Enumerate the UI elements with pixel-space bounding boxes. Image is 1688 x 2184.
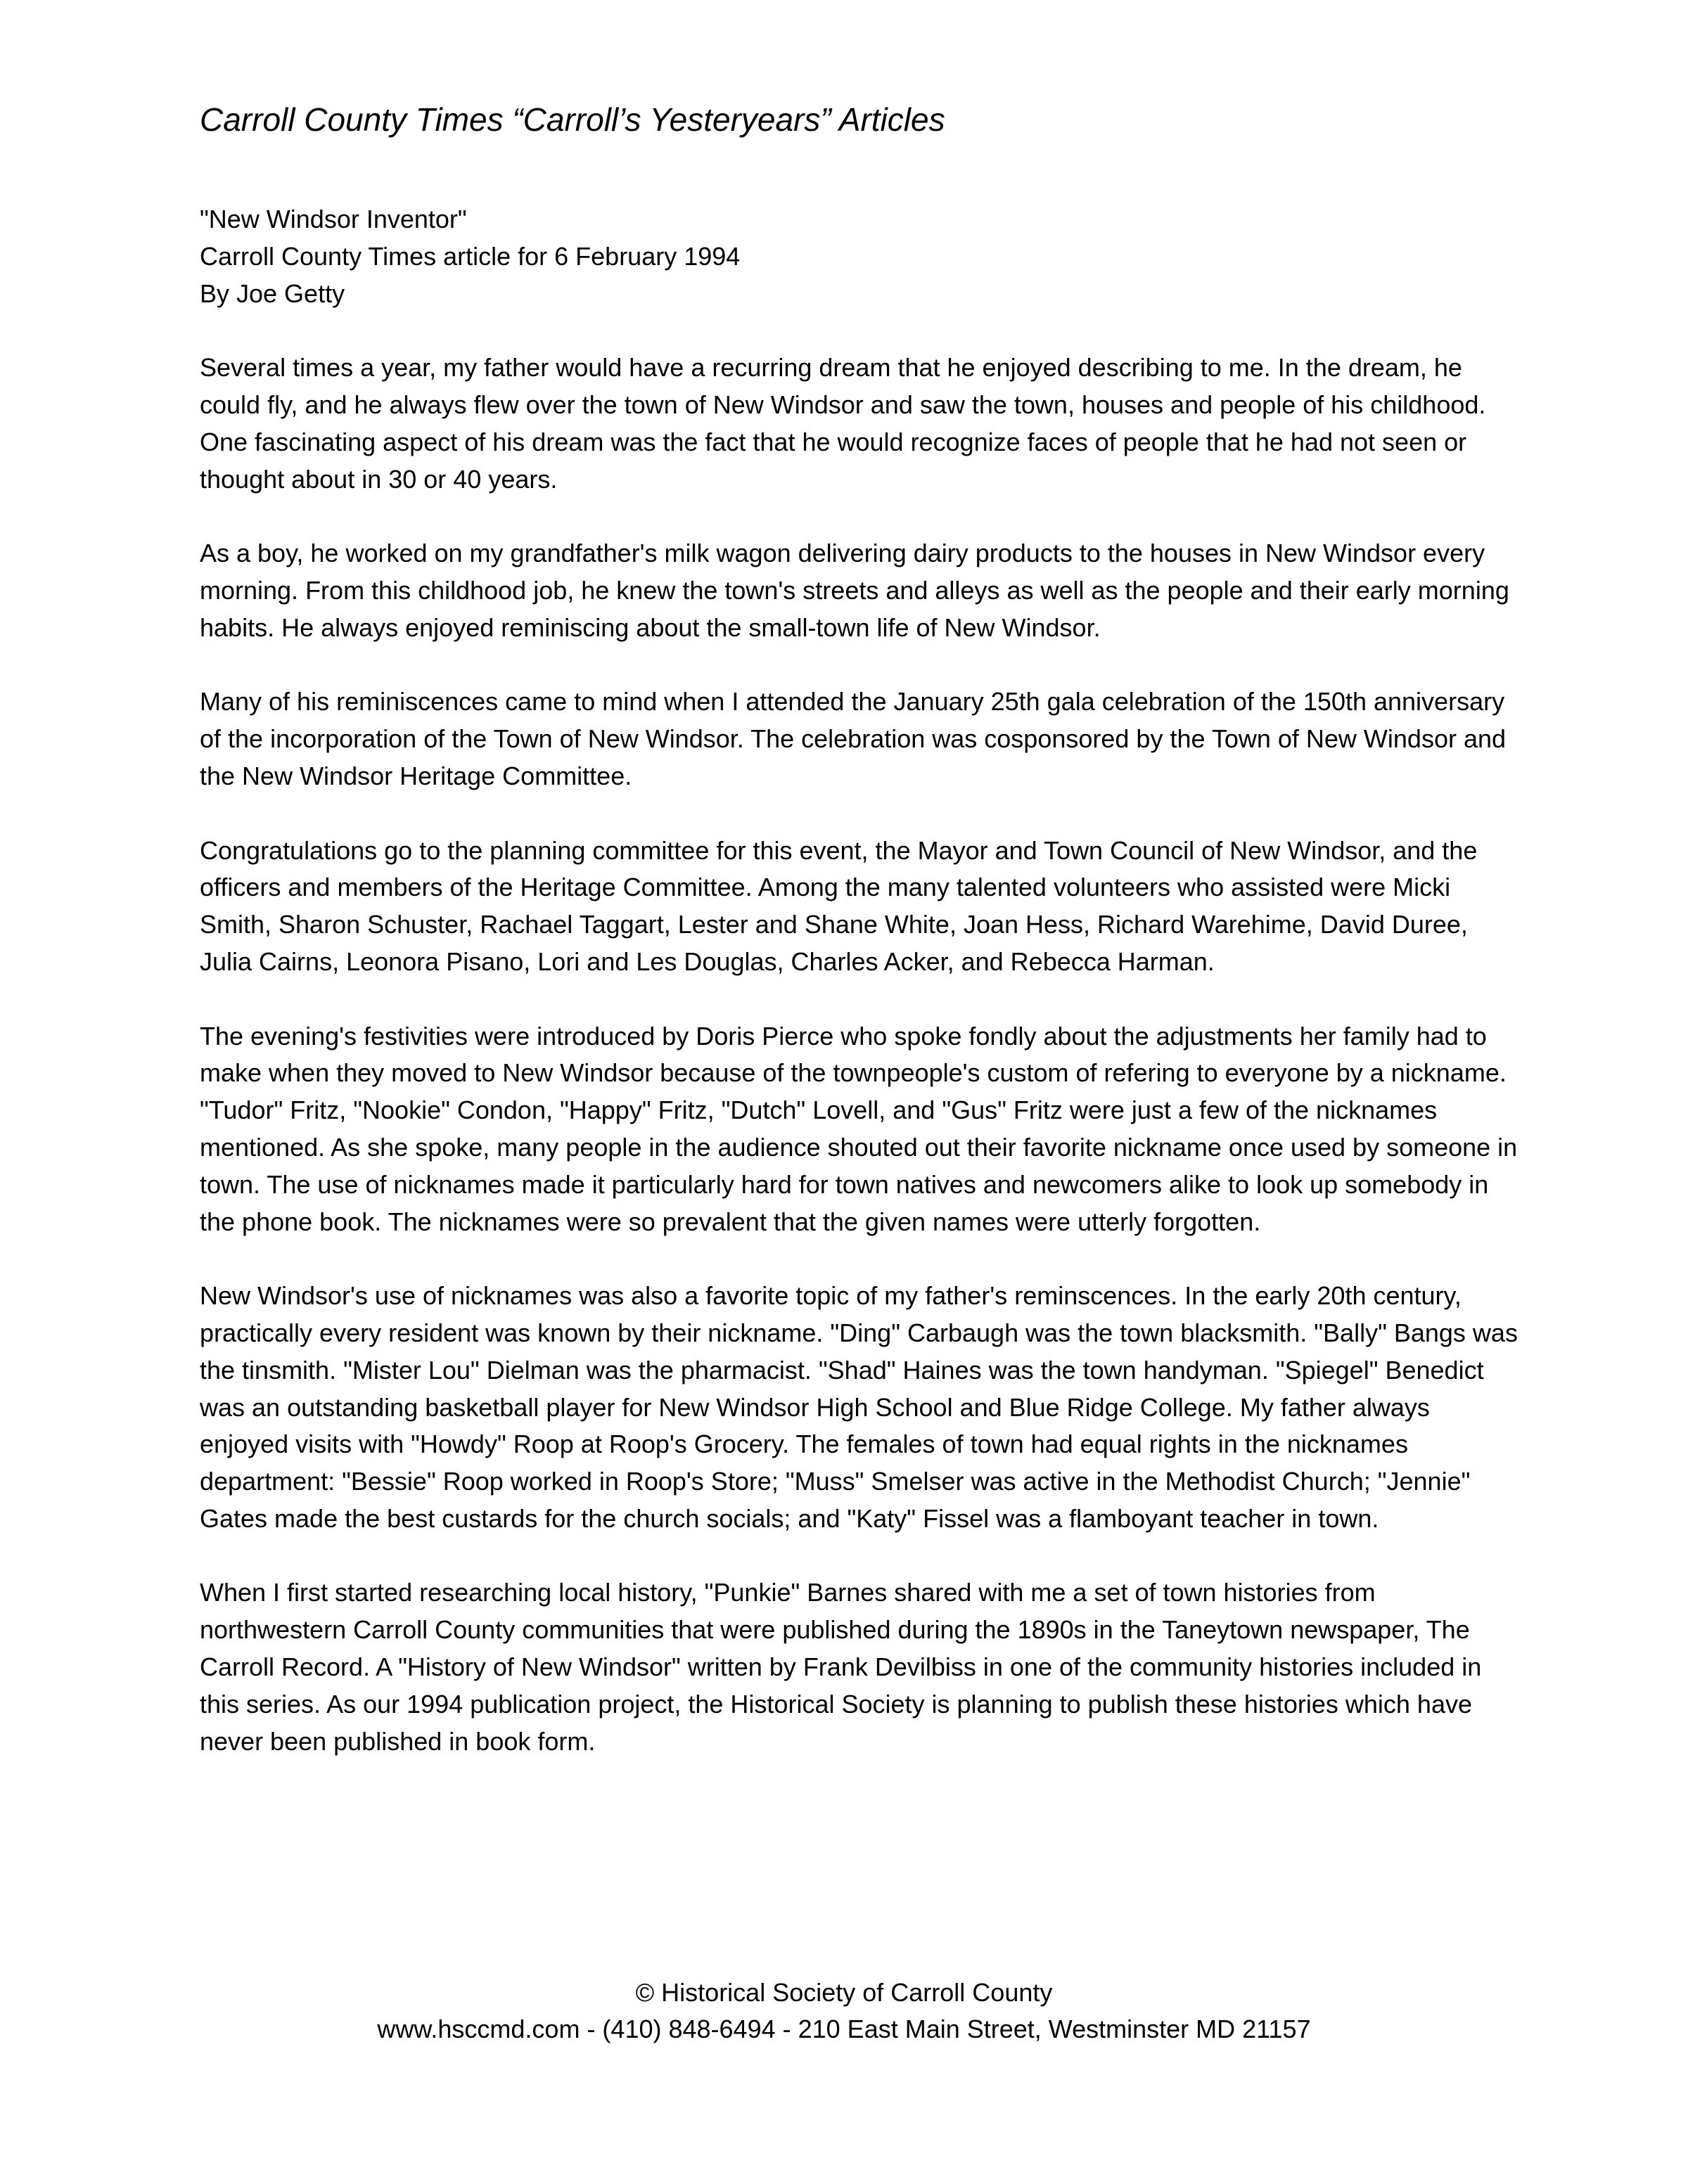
paragraph-3: Many of his reminiscences came to mind when I attended the January 25th gala celebration of the 150th anniversary of the incorporation of the Town of New Windsor. The celebration was cosponsored by the Town of New Windsor and the New Windsor Heritage Committee. (200, 687, 1507, 790)
article (200, 201, 1522, 1760)
copyright-notice: © Historical Society of Carroll County (635, 1978, 1053, 2007)
contact-info: www.hsccmd.com - (410) 848-6494 - 210 East Main Street, Westminster MD 21157 (377, 2015, 1311, 2043)
byline: By Joe Getty (200, 278, 345, 308)
paragraph-5: The evening's festivities were introduced by Doris Pierce who spoke fondly about the adjustments her family had to make when they moved to New Windsor because of the townpeople's custom of refering to everyone by a nickname. "Tudor" Fritz, "Nookie" Condon, "Happy" Fritz, "Dutch" Lovell, and "Gus" Fritz were just a few of the nicknames mentioned. As she spoke, many people in the audience shouted out their favorite nickname once used by someone in town. The use of nicknames made it particularly hard for town natives and newcomers alike to look up somebody in the phone book. The nicknames were so prevalent that the given names were utterly forgotten. (200, 1021, 1518, 1236)
publication-line: Carroll County Times article for 6 February 1994 (200, 241, 741, 271)
series-title: Carroll County Times “Carroll’s Yesteryears” Articles (200, 101, 945, 138)
paragraph-7: When I first started researching local history, "Punkie" Barnes shared with me a set of town histories from northwestern Carroll County communities that were published during the 1890s in the Taneytown newspaper, The Carroll Record. A "History of New Windsor" written by Frank Devilbiss in one of the community histories included in this series. As our 1994 publication project, the Historical Society is planning to publish these histories which have never been published in book form. (200, 1578, 1482, 1756)
article-header (200, 201, 1522, 312)
paragraph-2: As a boy, he worked on my grandfather's milk wagon delivering dairy products to the houses in New Windsor every morning. From this childhood job, he knew the town's streets and alleys as well as the people and their early morning habits. He always enjoyed reminiscing about the small-town life of New Windsor. (200, 539, 1509, 642)
paragraph-1: Several times a year, my father would have a recurring dream that he enjoyed describing to me. In the dream, he could fly, and he always flew over the town of New Windsor and saw the town, houses and people of his childhood. One fascinating aspect of his dream was the fact that he would recognize faces of people that he had not seen or thought about in 30 or 40 years. (200, 353, 1486, 494)
paragraph-6: New Windsor's use of nicknames was also a favorite topic of my father's reminscences. In the early 20th century, practically every resident was known by their nickname. "Ding" Carbaugh was the town blacksmith. "Bally" Bangs was the tinsmith. "Mister Lou" Dielman was the pharmacist. "Shad" Haines was the town handyman. "Spiegel" Benedict was an outstanding basketball player for New Windsor High School and Blue Ridge College. My father always enjoyed visits with "Howdy" Roop at Roop's Grocery. The females of town had equal rights in the nicknames department: "Bessie" Roop worked in Roop's Store; "Muss" Smelser was active in the Methodist Church; "Jennie" Gates made the best custards for the church socials; and "Katy" Fissel was a flamboyant teacher in town. (200, 1281, 1518, 1533)
article-headline: "New Windsor Inventor" (200, 205, 467, 233)
page-footer (0, 1974, 1688, 2048)
paragraph-4: Congratulations go to the planning committee for this event, the Mayor and Town Council of New Windsor, and the officers and members of the Heritage Committee. Among the many talented volunteers who assisted were Micki Smith, Sharon Schuster, Rachael Taggart, Lester and Shane White, Joan Hess, Richard Warehime, David Duree, Julia Cairns, Leonora Pisano, Lori and Les Douglas, Charles Acker, and Rebecca Harman. (200, 835, 1478, 976)
